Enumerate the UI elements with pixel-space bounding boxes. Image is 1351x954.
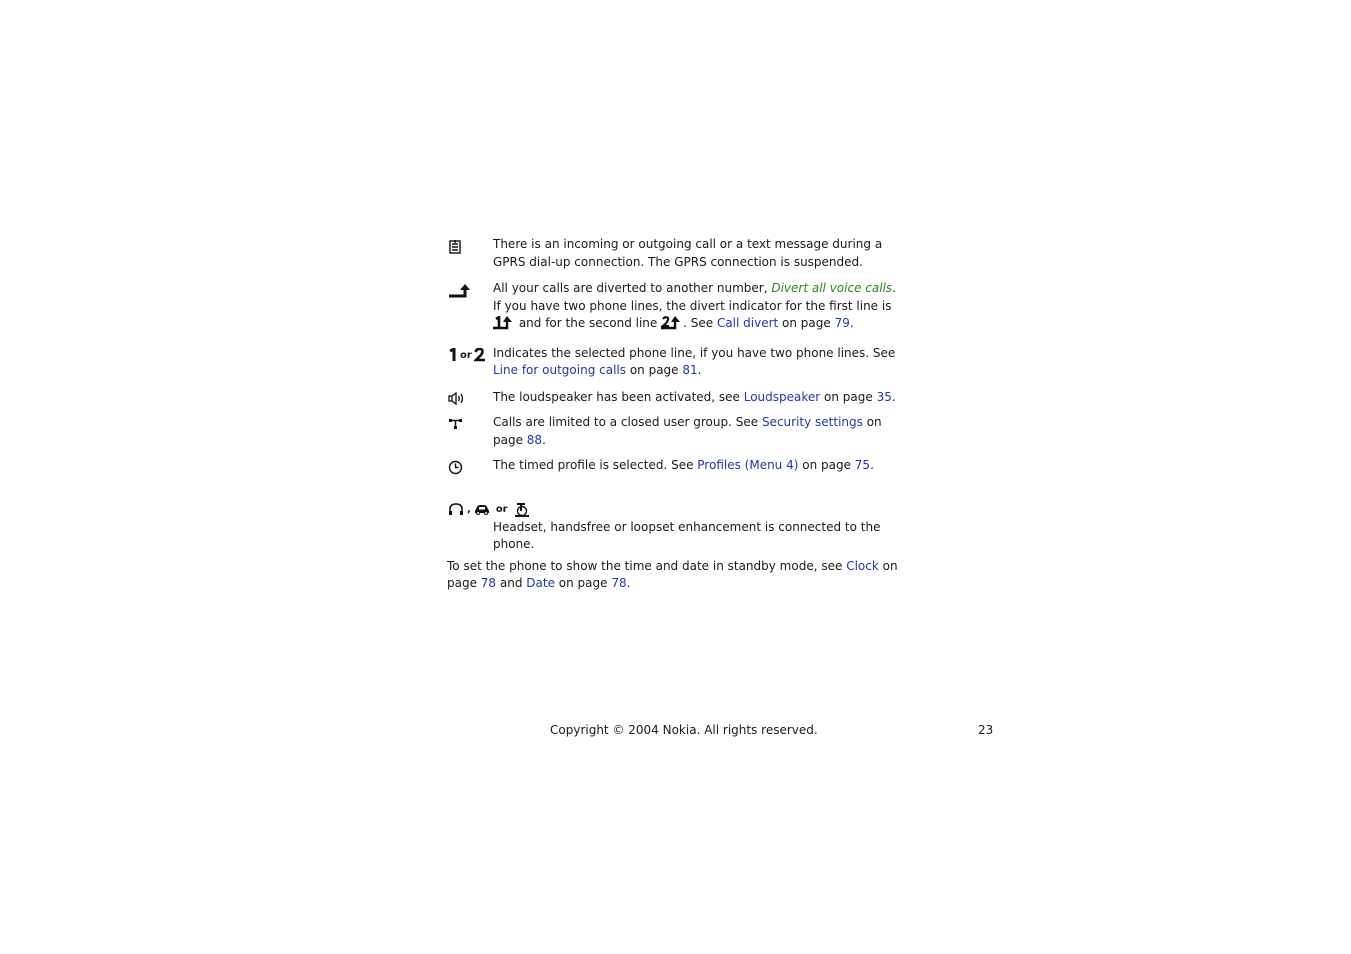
security-settings-link[interactable]: Security settings: [761, 415, 863, 429]
or-text: or: [495, 503, 508, 515]
line-for-outgoing-calls-link[interactable]: Line for outgoing calls: [493, 363, 626, 377]
or-text: or: [460, 349, 472, 361]
call-divert-link[interactable]: Call divert: [716, 316, 779, 330]
page-number: 23: [978, 723, 994, 737]
clock-link[interactable]: Clock: [846, 558, 879, 573]
indicator-enhancements: [447, 501, 907, 554]
loopset-icon: [514, 503, 530, 517]
page-link[interactable]: 81: [682, 363, 698, 377]
profiles-menu-link[interactable]: Profiles (Menu 4): [697, 458, 799, 472]
indicator-phone-line: or Indicates the selected phone line, if you have two phone lines. See Line for outgoing calls on page 81.: [447, 345, 907, 380]
indicator-list: [447, 236, 907, 593]
handsfree-icon: [474, 504, 490, 515]
divert-line-2-icon: [661, 316, 683, 336]
page-link[interactable]: 79: [834, 316, 850, 330]
page-link[interactable]: 88: [526, 432, 543, 447]
indicator-closed-user-group: Calls are limited to a closed user group. See Security settings on page 88.: [447, 414, 907, 449]
page-link[interactable]: 75: [854, 458, 871, 472]
gprs-call-suspended-icon: [449, 240, 461, 254]
loudspeaker-icon: [448, 392, 466, 405]
divert-icon: [448, 284, 472, 298]
indicator-divert: All your calls are diverted to another number, Divert all voice calls. If you have two phone lines, the divert indicator for the first line is and for the second line . See Call divert on page 79.: [447, 280, 907, 336]
line-1-icon: [448, 348, 458, 362]
indicator-timed-profile: The timed profile is selected. See Profiles (Menu 4) on page 75.: [447, 457, 907, 475]
date-link[interactable]: Date: [526, 576, 555, 590]
indicator-loudspeaker: The loudspeaker has been activated, see Loudspeaker on page 35.: [447, 389, 907, 407]
standby-time-date-paragraph: To set the phone to show the time and date in standby mode, see Clock on page 78 and Date on page 78.: [447, 558, 898, 590]
copyright-text: Copyright © 2004 Nokia. All rights reserved.: [550, 723, 818, 737]
headset-icon: [448, 503, 464, 516]
indicator-description: There is an incoming or outgoing call or a text message during a GPRS dial-up connection. The GPRS connection is suspended.: [493, 237, 883, 269]
closed-user-group-icon: [448, 418, 464, 430]
loudspeaker-link[interactable]: Loudspeaker: [743, 389, 821, 404]
divert-all-voice-calls-text: Divert all voice calls: [771, 281, 893, 295]
indicator-description: Headset, handsfree or loopset enhancement is connected to the phone.: [493, 519, 881, 551]
page-link[interactable]: 78: [611, 576, 627, 590]
line-2-icon: [474, 348, 486, 362]
indicator-gprs-suspended: [447, 236, 907, 271]
enhancement-icons: [447, 501, 907, 519]
divert-line-1-icon: [493, 316, 515, 336]
phone-line-1-2-icon: [448, 347, 486, 365]
timed-profile-icon: [448, 460, 463, 475]
page-link[interactable]: 78: [480, 576, 497, 590]
page-link[interactable]: 35: [876, 389, 892, 404]
comma-text: ,: [467, 503, 471, 515]
